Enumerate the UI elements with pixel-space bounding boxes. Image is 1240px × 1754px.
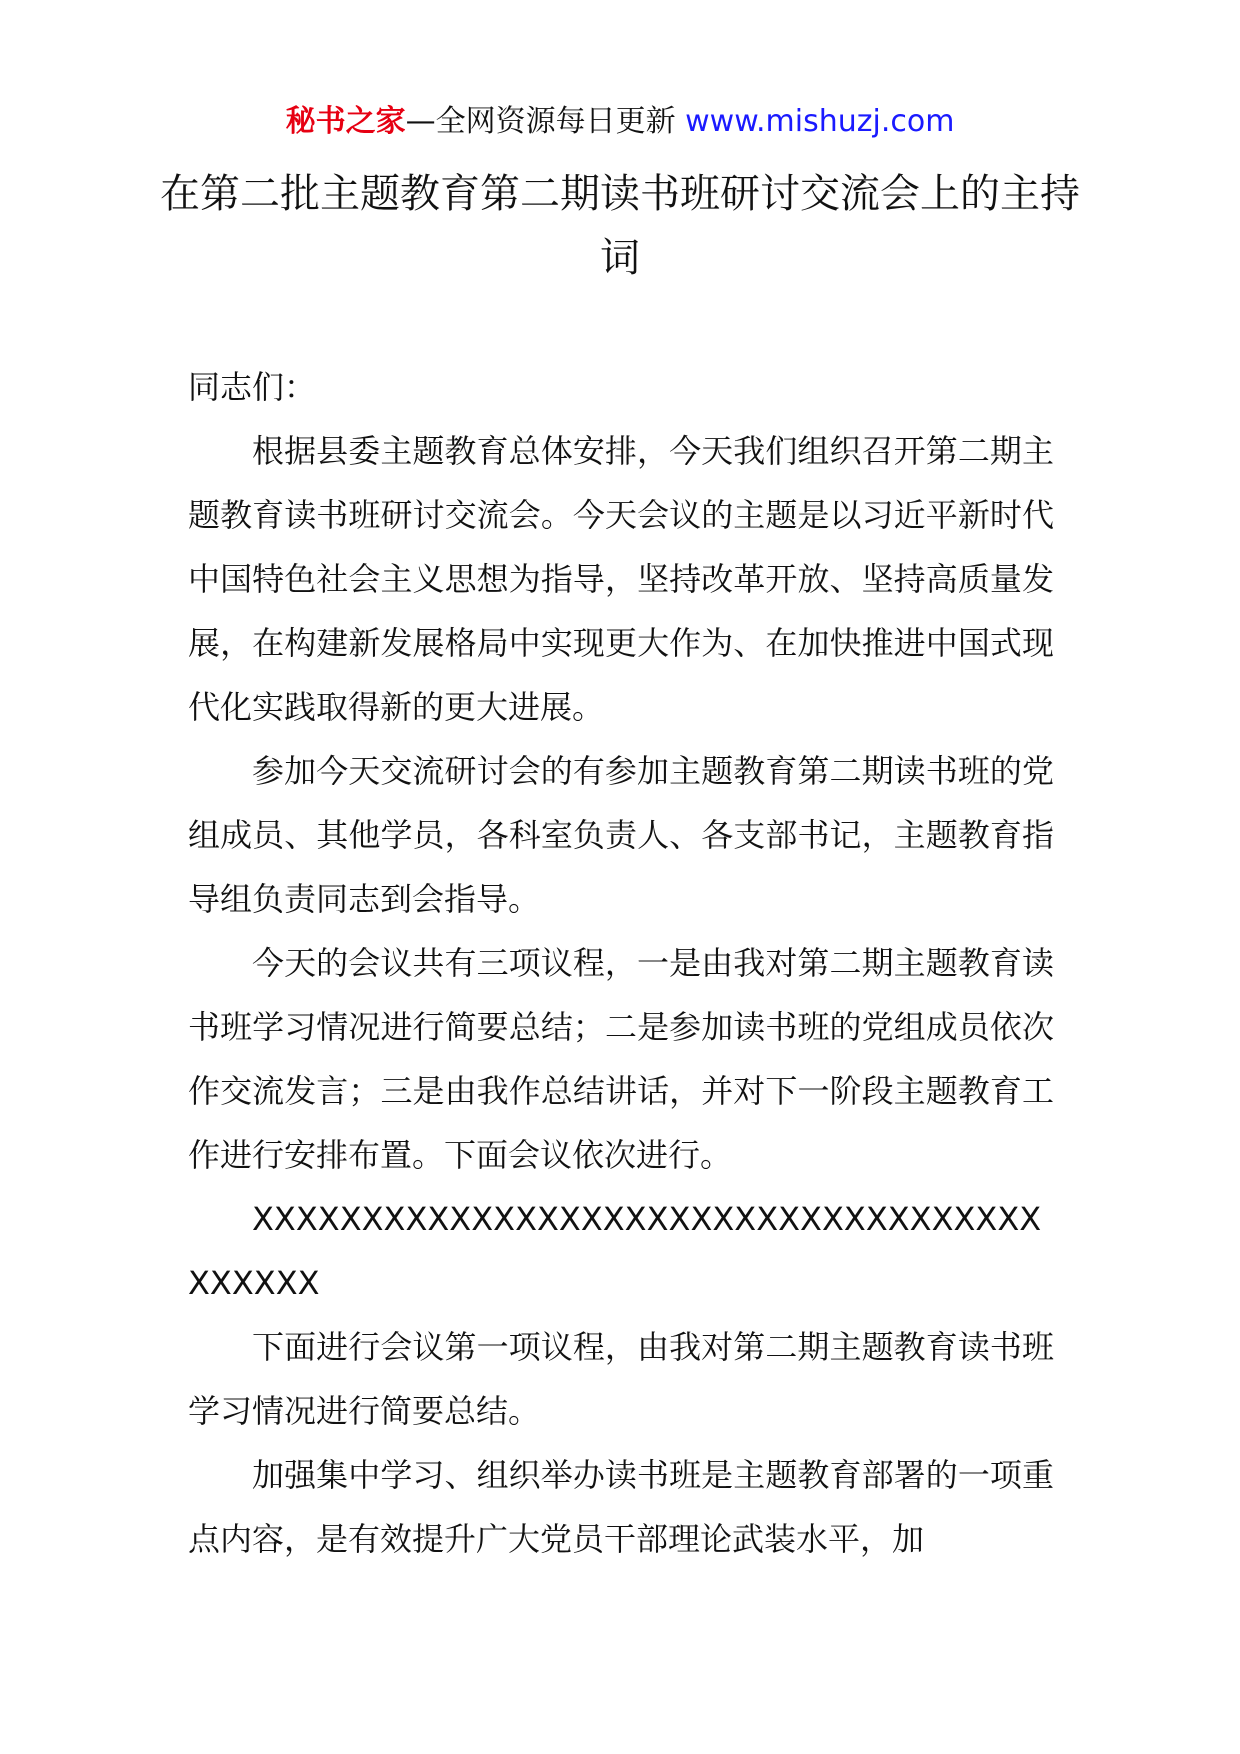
paragraph: 下面进行会议第一项议程，由我对第二期主题教育读书班学习情况进行简要总结。	[188, 1328, 1054, 1430]
paragraph: 根据县委主题教育总体安排，今天我们组织召开第二期主题教育读书班研讨交流会。今天会议的主题是以习近平新时代中国特色社会主义思想为指导，坚持改革开放、坚持高质量发展，在构建新发展格局中实现更大作为、在加快推进中国式现代化实践取得新的更大进展。	[188, 432, 1054, 726]
paragraph: 参加今天交流研讨会的有参加主题教育第二期读书班的党组成员、其他学员，各科室负责人、各支部书记，主题教育指导组负责同志到会指导。	[188, 752, 1054, 918]
placeholder-paragraph: XXXXXXXXXXXXXXXXXXXXXXXXXXXXXXXXXXXXXXXXXX	[188, 1200, 1042, 1302]
paragraph: 加强集中学习、组织举办读书班是主题教育部署的一项重点内容，是有效提升广大党员干部理论武装水平，加	[188, 1456, 1054, 1558]
paragraph: 今天的会议共有三项议程，一是由我对第二期主题教育读书班学习情况进行简要总结；二是参加读书班的党组成员依次作交流发言；三是由我作总结讲话，并对下一阶段主题教育工作进行安排布置。下面会议依次进行。	[188, 944, 1054, 1174]
site-header	[0, 100, 1240, 144]
site-url-link[interactable]: www.mishuzj.com	[685, 104, 955, 139]
salutation: 同志们：	[188, 368, 317, 406]
brand-name: 秘书之家	[285, 104, 406, 139]
header-tagline: —全网资源每日更新	[405, 104, 686, 139]
document-title: 在第二批主题教育第二期读书班研讨交流会上的主持词	[160, 171, 1080, 281]
document-body	[188, 355, 1054, 1571]
